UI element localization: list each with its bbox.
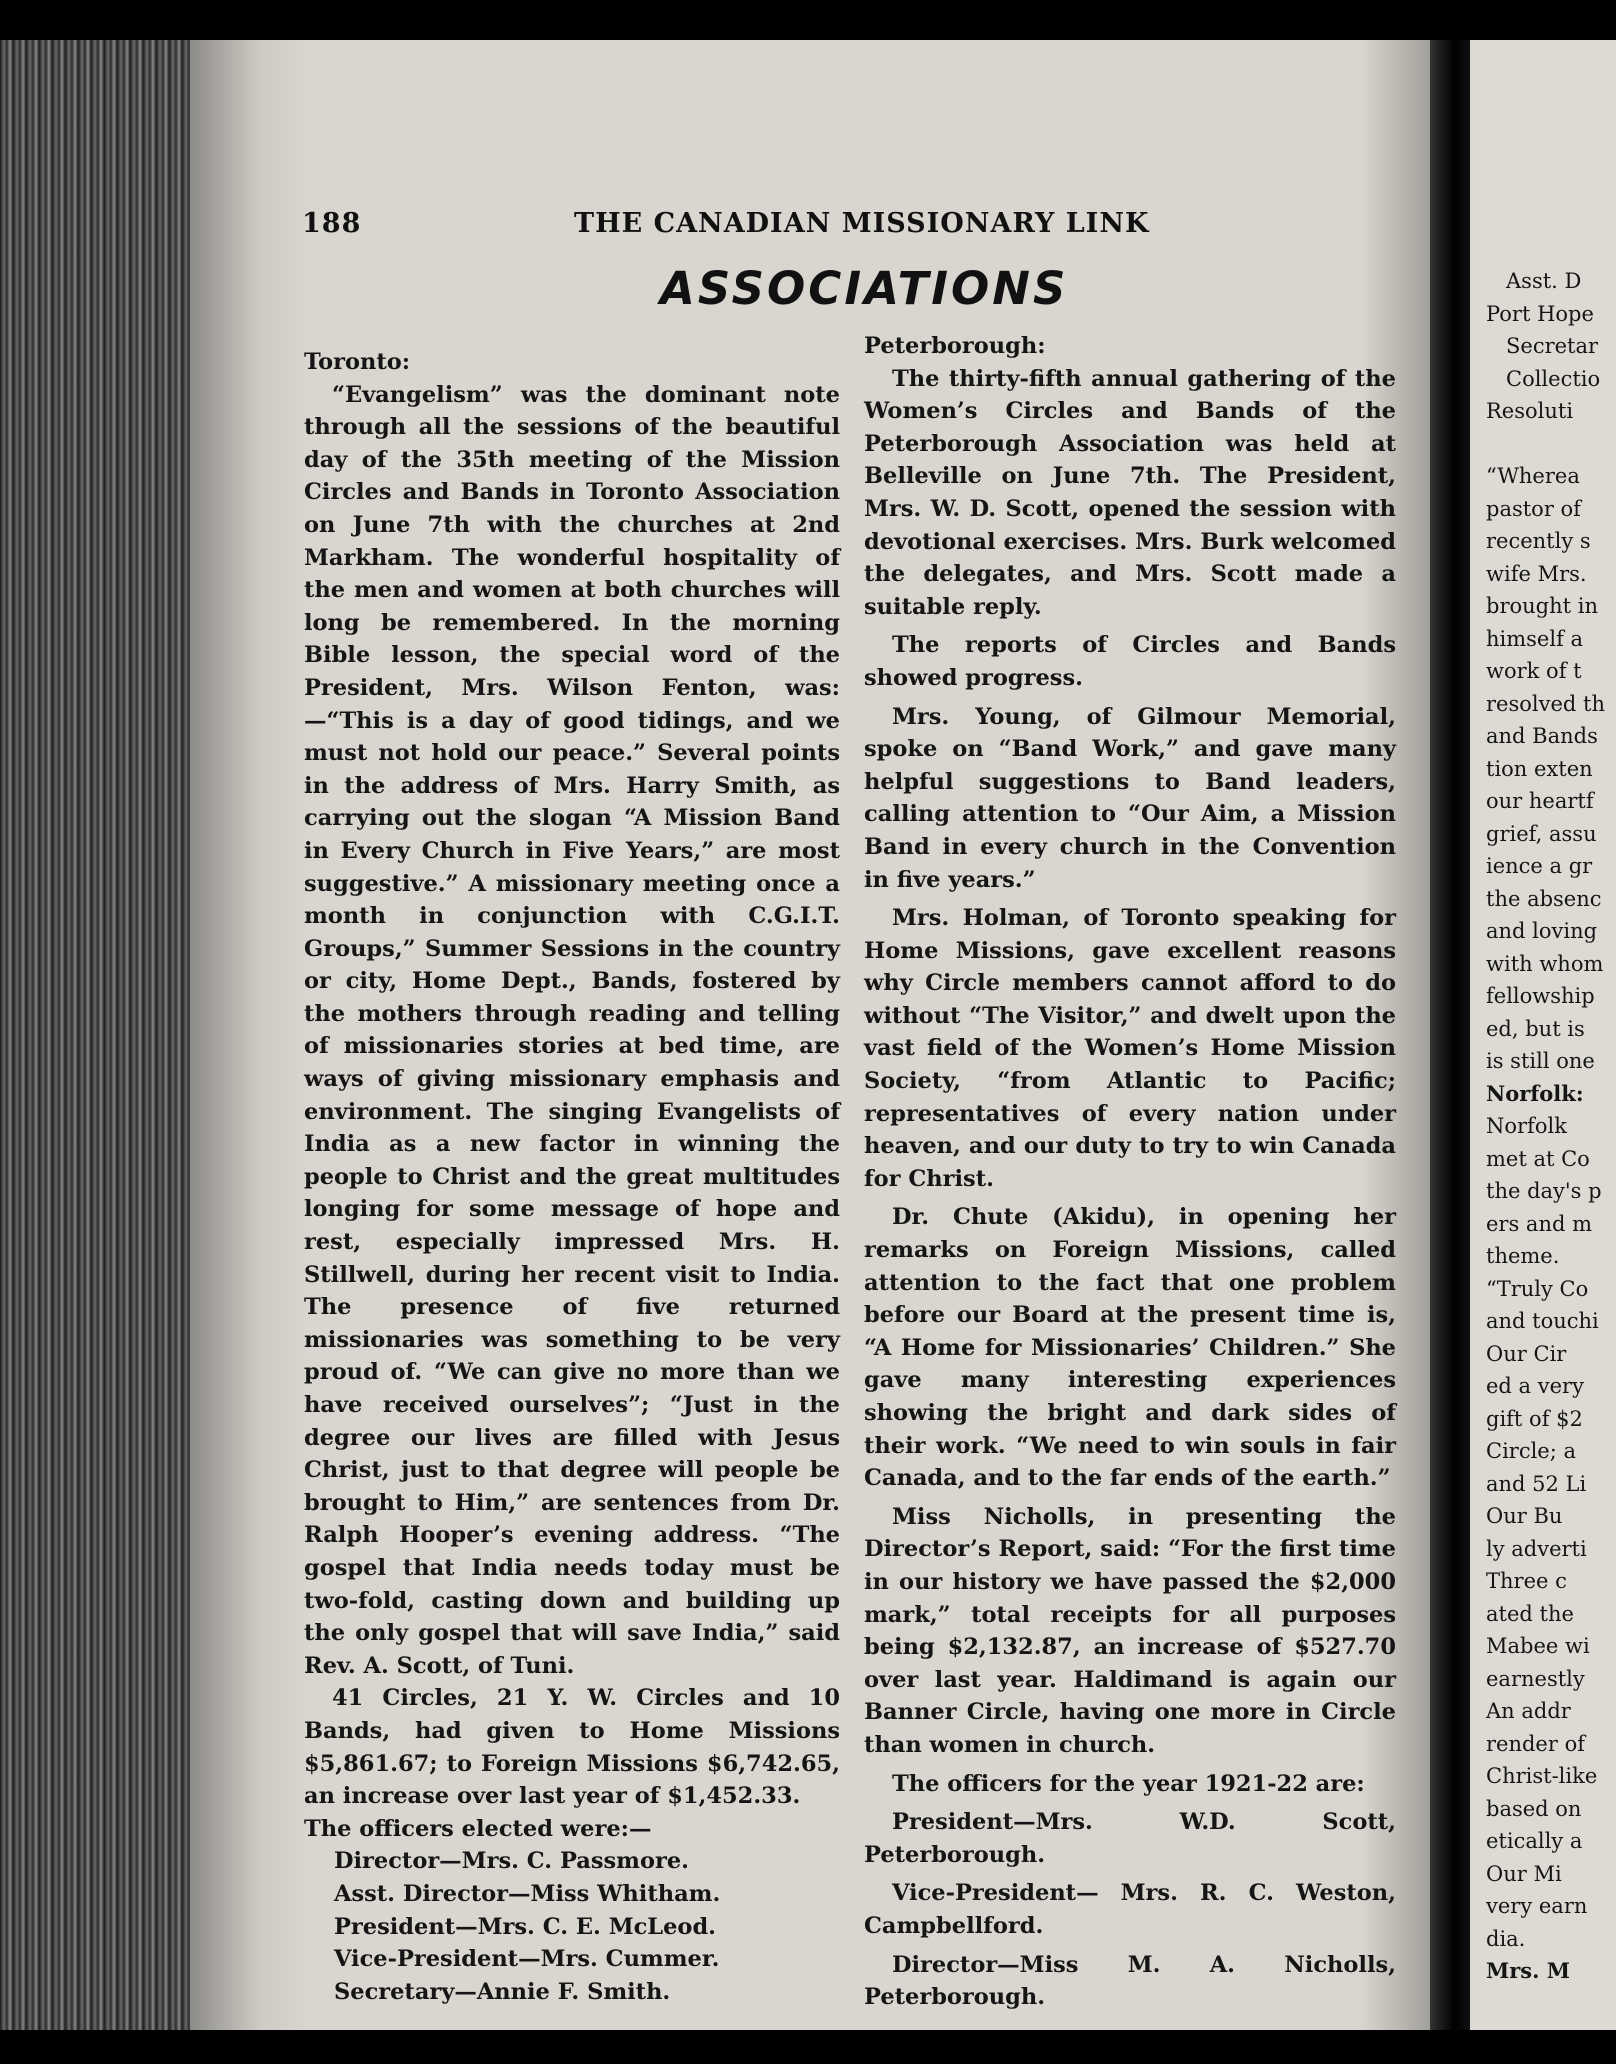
right-page-line: Our Mi bbox=[1486, 1861, 1562, 1886]
paragraph: Dr. Chute (Akidu), in opening her remarks on Foreign Missions, called attention to the fact that one problem before our Board at the present time is, “A Home for Missionaries’ Children.” She gave many interesting experiences showing the bright and dark sides of their work. “We need to win souls in fair Canada, and to the far ends of the earth.” bbox=[864, 1204, 1396, 1492]
right-page-line: Collectio bbox=[1506, 366, 1601, 391]
right-page-line: “Truly Co bbox=[1486, 1276, 1589, 1301]
right-page-fragment bbox=[1470, 40, 1616, 2030]
right-page-line: fellowship bbox=[1486, 984, 1595, 1008]
right-page-line: Christ-like bbox=[1486, 1764, 1598, 1788]
right-page-line: Our Bu bbox=[1486, 1504, 1563, 1528]
officer-line: Secretary—Annie F. Smith. bbox=[334, 1978, 671, 2005]
paragraph: 41 Circles, 21 Y. W. Circles and 10 Bands, had given to Home Missions $5,861.67; to Foreign Missions $6,742.65, an increase over last year of $1,452.33. bbox=[304, 1685, 840, 1810]
right-page-line: Norfolk bbox=[1486, 1114, 1567, 1138]
paragraph: “Evangelism” was the dominant note through all the sessions of the beautiful day of the 35th meeting of the Mission Circles and Bands in Toronto Association on June 7th with the churches at 2nd Markham. The wonderful hospitality of the men and women at both churches will long be remembered. In the morning Bible lesson, the special word of the President, Mrs. Wilson Fenton, was:—“This is a day of good tidings, and we must not hold our peace.” Several points in the address of Mrs. Harry Smith, as carrying out the slogan “A Mission Band in Every Church in Five Years,” are most suggestive.” A missionary meeting once a month in conjunction with C.G.I.T. Groups,” Summer Sessions in the country or city, Home Dept., Bands, fostered by the mothers through reading and telling of missionaries stories at bed time, are ways of giving missionary emphasis and environment. The singing Evangelists of India as a new factor in winning the people to Christ and the great multitudes longing for some message of hope and rest, especially impressed Mrs. H. Stillwell, during her recent visit to India. The presence of five returned missionaries was something to be very proud of. “We can give no more than we have received ourselves”; “Just in the degree our lives are filled with Jesus Christ, just to that degree will people be brought to Him,” are sentences from Dr. Ralph Hooper’s evening address. “The gospel that India needs today must be two-fold, casting down and building up the only gospel that will save India,” said Rev. A. Scott, of Tuni. bbox=[304, 381, 840, 1679]
right-page-line: ience a gr bbox=[1486, 854, 1593, 878]
right-page-line: himself a bbox=[1486, 626, 1584, 651]
right-page-line: very earn bbox=[1486, 1894, 1588, 1918]
right-page-line: Circle; a bbox=[1486, 1439, 1576, 1463]
officer-line: Director—Mrs. C. Passmore. bbox=[334, 1848, 690, 1875]
right-page-line: etically a bbox=[1486, 1829, 1583, 1853]
right-page-line: Secretar bbox=[1506, 334, 1599, 358]
officers-intro: The officers elected were:— bbox=[304, 1815, 652, 1842]
right-page-line: wife Mrs. bbox=[1486, 561, 1587, 586]
right-page-line bbox=[1486, 428, 1616, 461]
column-peterborough bbox=[864, 330, 1396, 2020]
right-page-line: and touchi bbox=[1486, 1309, 1599, 1333]
right-page-line: pastor of bbox=[1486, 496, 1581, 521]
paragraph: The thirty-fifth annual gathering of the Women’s Circles and Bands of the Peterborough Association was held at Belleville on June 7th. The President, Mrs. W. D. Scott, opened the session with devotional exercises. Mrs. Burk welcomed the delegates, and Mrs. Scott made a suitable reply. bbox=[864, 365, 1396, 620]
page-number: 188 bbox=[302, 208, 362, 239]
right-page-line: ated the bbox=[1486, 1601, 1574, 1626]
right-page-line: “Wherea bbox=[1486, 464, 1580, 488]
paragraph: The officers for the year 1921-22 are: bbox=[892, 1770, 1365, 1797]
right-page-line: the day's p bbox=[1486, 1179, 1602, 1203]
column-toronto bbox=[304, 346, 840, 2008]
right-page-line: brought in bbox=[1486, 594, 1598, 618]
right-page-line: with whom bbox=[1486, 951, 1604, 976]
right-page-line: is still one bbox=[1486, 1049, 1595, 1073]
right-page-line: and Bands bbox=[1486, 724, 1598, 748]
paragraph: The reports of Circles and Bands showed progress. bbox=[864, 632, 1396, 691]
right-page-line: Asst. D bbox=[1506, 269, 1582, 293]
right-page-line: render of bbox=[1486, 1731, 1585, 1756]
right-page-line: An addr bbox=[1486, 1699, 1571, 1723]
section-heading-toronto: Toronto: bbox=[304, 349, 411, 375]
right-page-line: and 52 Li bbox=[1486, 1471, 1587, 1496]
running-header bbox=[302, 208, 1342, 248]
book-gutter bbox=[1430, 40, 1470, 2030]
right-page-line: the absenc bbox=[1486, 886, 1602, 911]
officer-line: President—Mrs. C. E. McLeod. bbox=[334, 1913, 717, 1940]
publication-title: THE CANADIAN MISSIONARY LINK bbox=[574, 208, 1150, 239]
right-page-line: tion exten bbox=[1486, 756, 1593, 781]
right-page-line: Mabee wi bbox=[1486, 1634, 1590, 1658]
officer-line: Vice-President—Mrs. Cummer. bbox=[334, 1946, 720, 1973]
right-page-line: Port Hope bbox=[1486, 301, 1594, 326]
right-page-line: ed, but is bbox=[1486, 1016, 1585, 1041]
officer-line: Asst. Director—Miss Whitham. bbox=[334, 1880, 721, 1907]
right-page-line: ed a very bbox=[1486, 1374, 1584, 1398]
book-page-edges bbox=[0, 40, 200, 2030]
right-page-line: work of t bbox=[1486, 659, 1582, 683]
right-page-line: Our Cir bbox=[1486, 1341, 1567, 1366]
right-page-line: gift of $2 bbox=[1486, 1406, 1583, 1431]
right-page-line: ly adverti bbox=[1486, 1536, 1587, 1561]
right-page-line: earnestly bbox=[1486, 1666, 1585, 1691]
right-page-line: based on bbox=[1486, 1796, 1582, 1821]
right-page-line: and loving bbox=[1486, 919, 1598, 943]
right-page-line: Norfolk: bbox=[1486, 1080, 1584, 1106]
right-page-line: Resoluti bbox=[1486, 399, 1574, 423]
right-page-line: recently s bbox=[1486, 529, 1591, 553]
right-page-line: Mrs. M bbox=[1486, 1958, 1570, 1983]
paragraph: Miss Nicholls, in presenting the Director’s Report, said: “For the first time in our history we have passed the $2,000 mark,” total receipts for all purposes being $2,132.87, an increase of $527.70 over last year. Haldimand is again our Banner Circle, having one more in Circle than women in church. bbox=[864, 1503, 1396, 1758]
right-page-line: ers and m bbox=[1486, 1211, 1592, 1236]
right-page-text bbox=[1486, 265, 1616, 1988]
right-page-line: Three c bbox=[1486, 1569, 1567, 1593]
paragraph: Mrs. Holman, of Toronto speaking for Home Missions, gave excellent reasons why Circle members cannot afford to do without “The Visitor,” and dwelt upon the vast field of the Women’s Home Mission Society, “from Atlantic to Pacific; representatives of every nation under heaven, and our duty to try to win Canada for Christ. bbox=[864, 905, 1396, 1192]
officer-line: Vice-President— Mrs. R. C. Weston, Campbellford. bbox=[864, 1880, 1396, 1939]
right-page-line: dia. bbox=[1486, 1926, 1526, 1951]
officer-line: Director—Miss M. A. Nicholls, Peterborough. bbox=[864, 1951, 1396, 2011]
officer-line: President—Mrs. W.D. Scott, Peterborough. bbox=[864, 1809, 1396, 1868]
right-page-line: grief, assu bbox=[1486, 821, 1597, 846]
right-page-line: theme. bbox=[1486, 1244, 1560, 1268]
right-page-line: met at Co bbox=[1486, 1146, 1590, 1171]
right-page-line: resolved th bbox=[1486, 691, 1605, 716]
right-page-line: our heartf bbox=[1486, 789, 1594, 813]
section-heading-peterborough: Peterborough: bbox=[864, 333, 1046, 359]
section-title: ASSOCIATIONS bbox=[660, 262, 1069, 315]
paragraph: Mrs. Young, of Gilmour Memorial, spoke on “Band Work,” and gave many helpful suggestions to Band leaders, calling attention to “Our Aim, a Mission Band in every church in the Convention in five years.” bbox=[864, 703, 1396, 893]
